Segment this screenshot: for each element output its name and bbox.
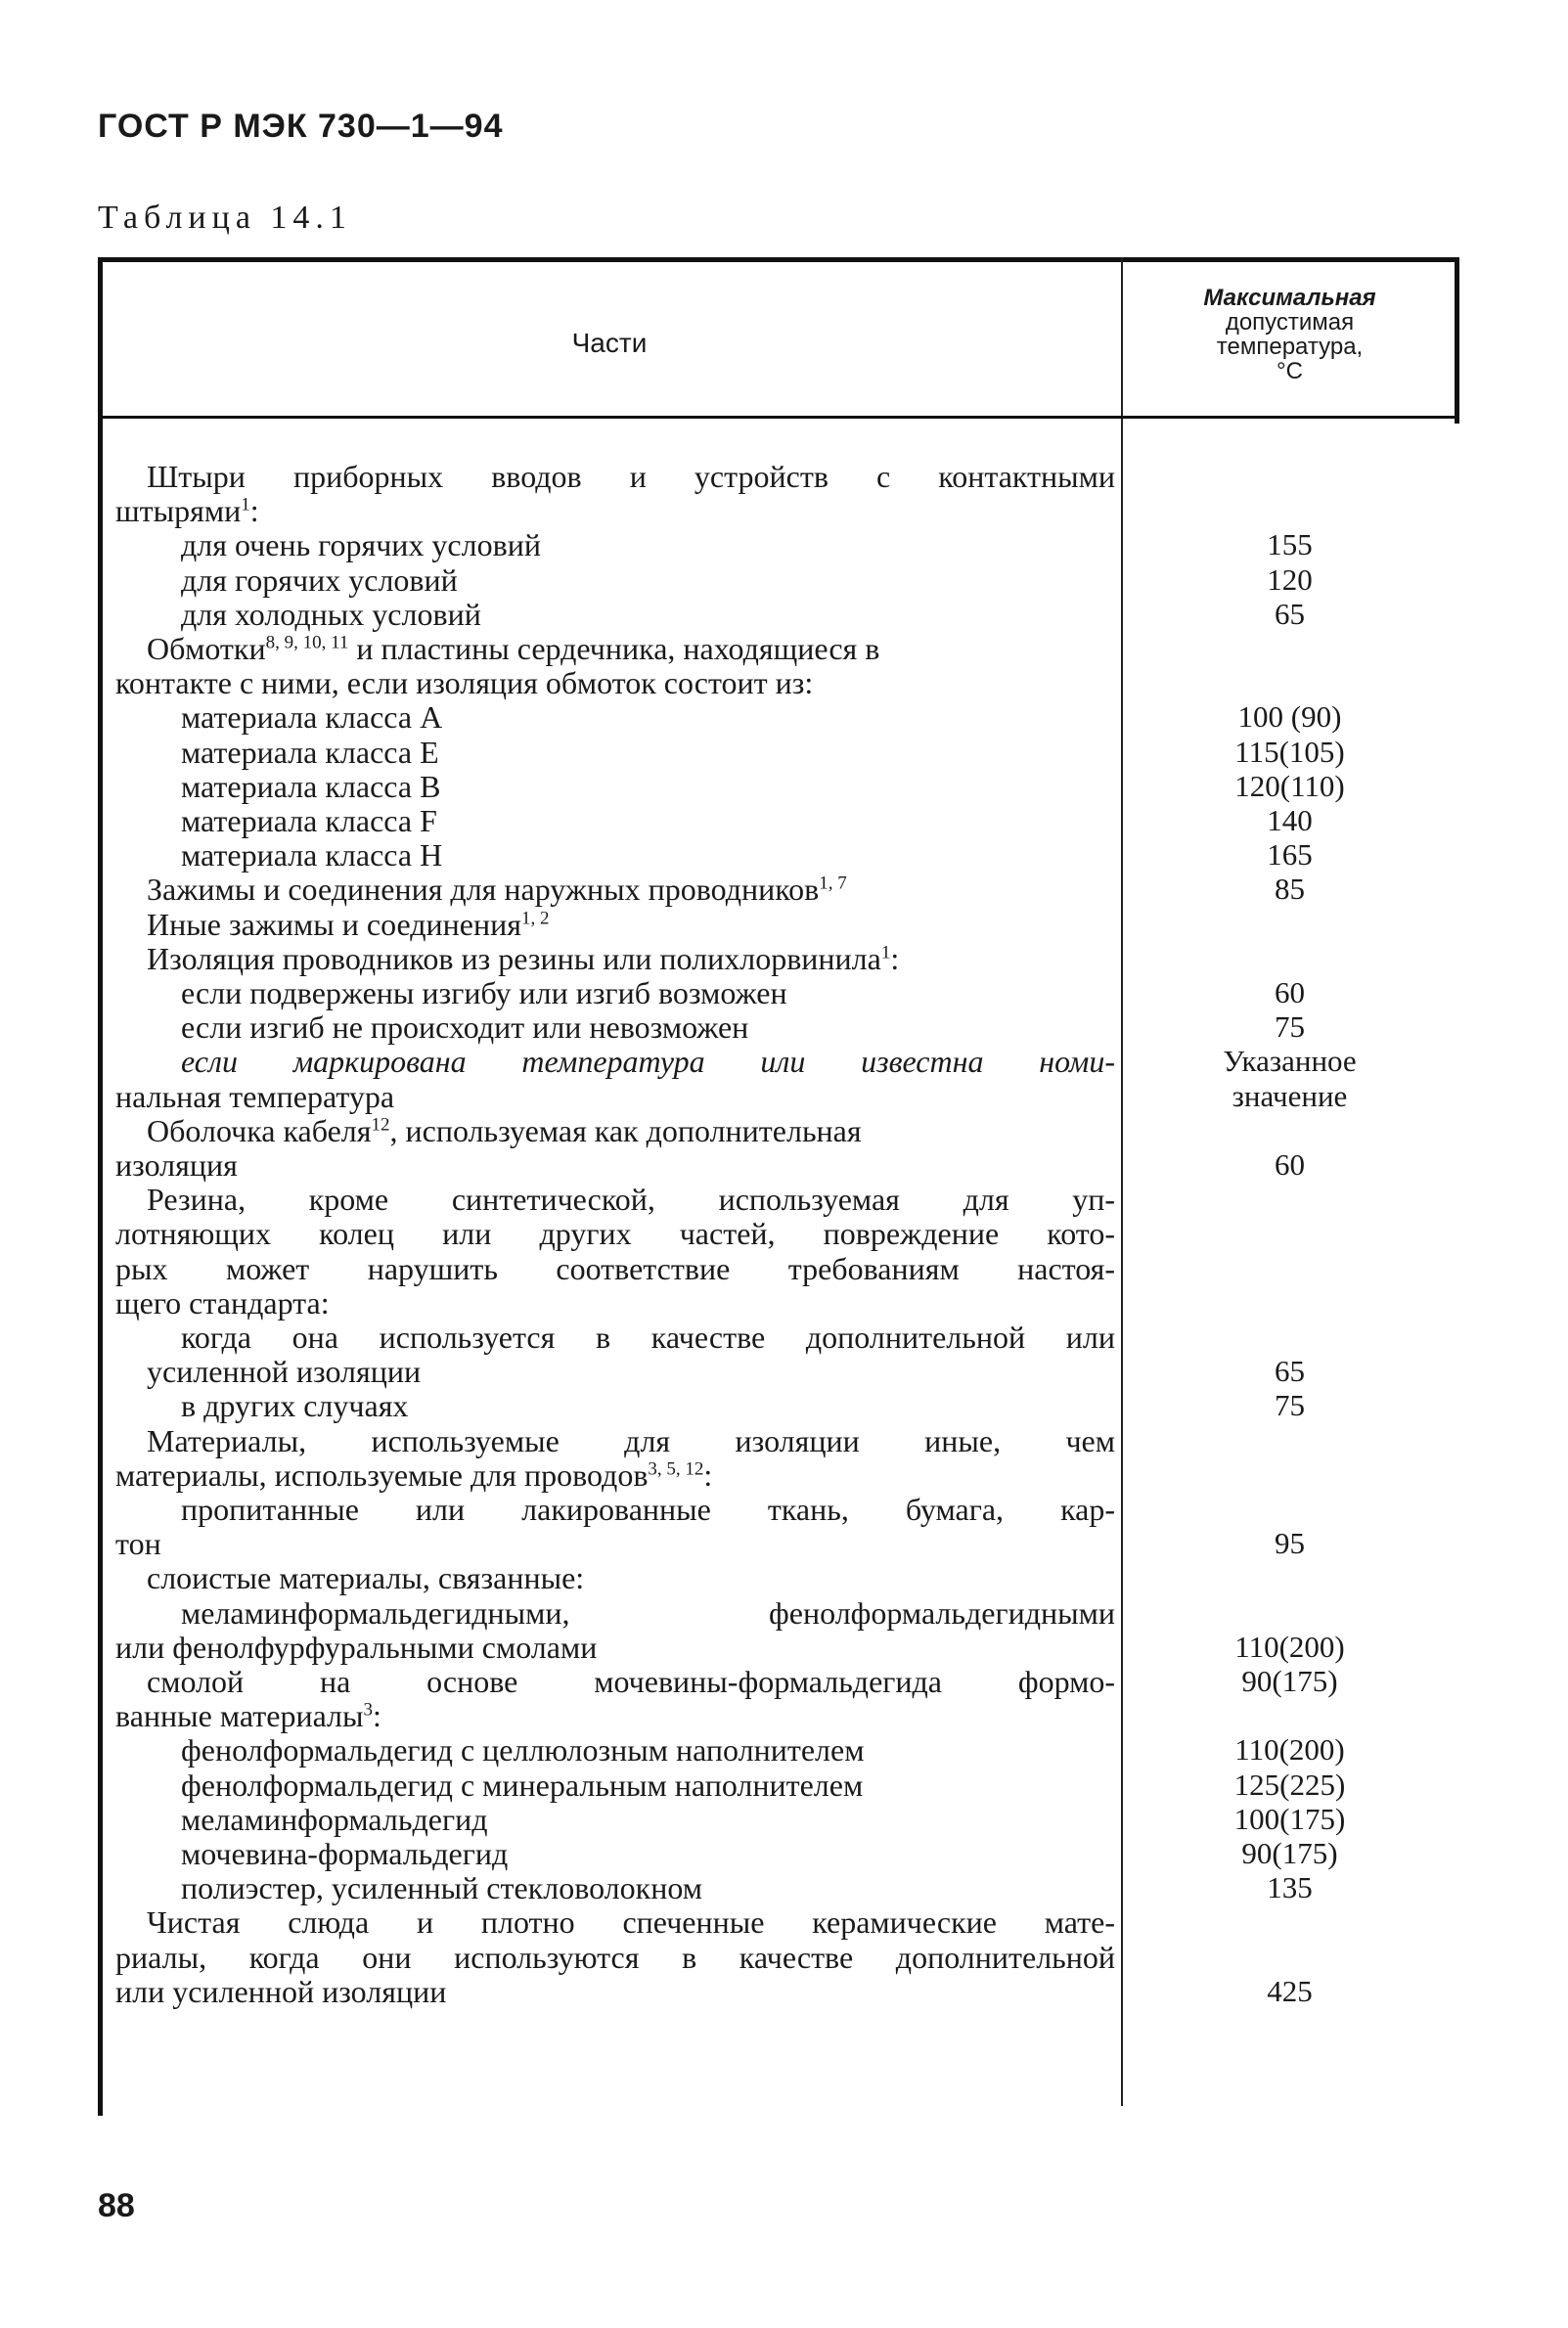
row-text-main: нальная температура (115, 1078, 395, 1114)
max-temperature-value: 135 (1267, 1870, 1313, 1905)
max-temperature-value: 90(175) (1241, 1836, 1338, 1870)
row-text-main: материалы, используемые для проводов (115, 1456, 649, 1493)
row-text-main: когда она используется в качестве дополнительной или (181, 1320, 1115, 1355)
table-row (0, 1768, 1568, 1802)
row-text (115, 1527, 161, 1560)
max-temperature-value: 110(200) (1234, 1629, 1345, 1664)
row-text-main: Иные зажимы и соединения (147, 906, 521, 942)
row-text (147, 873, 847, 906)
row-text-main: Зажимы и соединения для наружных проводников (147, 872, 820, 908)
table-row (0, 1424, 1568, 1457)
row-text-main: Чистая слюда и плотно спеченные керамические мате- (147, 1904, 1115, 1941)
footnote-reference: 1 (241, 494, 250, 515)
row-text (115, 1975, 446, 2008)
table-row (0, 1252, 1568, 1285)
row-text (181, 1045, 1115, 1078)
table-row (0, 1080, 1568, 1113)
max-temperature-value: 75 (1275, 1388, 1305, 1423)
table-caption: Таблица 14.1 (98, 200, 352, 236)
table-row (0, 1837, 1568, 1870)
row-text (147, 1355, 421, 1388)
row-text-main: для холодных условий (181, 596, 481, 632)
row-text (115, 494, 259, 527)
row-text-main: рых может нарушить соответствие требованиям настоя- (115, 1250, 1115, 1286)
table-row (0, 942, 1568, 975)
table-frame-right (1455, 257, 1459, 424)
table-row (0, 838, 1568, 872)
table-row (0, 1286, 1568, 1320)
row-text (115, 1458, 712, 1492)
row-text-main: если подвержены изгибу или изгиб возможен (181, 975, 787, 1010)
table-row (0, 1458, 1568, 1492)
max-temperature-value: Указанное (1223, 1044, 1357, 1079)
row-text (115, 1217, 1115, 1250)
table-row (0, 1183, 1568, 1216)
table-row (0, 1217, 1568, 1250)
footnote-reference: 8, 9, 10, 11 (265, 632, 349, 653)
table-row (0, 563, 1568, 597)
row-text-main: меламинформальдегидными, фенолформальдегидными (181, 1594, 1115, 1631)
row-text-tail: , используемая как дополнительная (389, 1112, 862, 1148)
column-header-max-line-2: допустимая (1225, 309, 1355, 336)
table-row (0, 1148, 1568, 1182)
max-temperature-value: 155 (1267, 527, 1313, 562)
row-text (147, 1114, 862, 1147)
row-text (181, 1837, 508, 1870)
max-temperature-value: 100(175) (1233, 1801, 1346, 1836)
max-temperature-value: 120 (1267, 561, 1313, 597)
row-text (181, 700, 442, 734)
max-temperature-value: 165 (1267, 837, 1313, 873)
table-frame-top (98, 257, 1459, 262)
row-text-tail: : (890, 940, 900, 976)
table-row (0, 1665, 1568, 1698)
table-row (0, 770, 1568, 803)
footnote-reference: 3, 5, 12 (648, 1458, 704, 1480)
table-row (0, 908, 1568, 941)
row-text-main: Резина, кроме синтетической, используемая для уп- (147, 1182, 1115, 1218)
row-text-main: или усиленной изоляции (115, 1973, 447, 2009)
max-temperature-value: значение (1232, 1078, 1348, 1113)
row-text (147, 1905, 1115, 1939)
row-text (181, 770, 440, 803)
table-row (0, 736, 1568, 769)
column-header-max-line-1: Максимальная (1203, 285, 1376, 311)
max-temperature-value: 85 (1275, 872, 1305, 907)
row-text-main: материала класса Е (181, 734, 439, 770)
row-text-main: меламинформальдегид (181, 1801, 488, 1837)
column-header-parts: Части (571, 328, 648, 358)
row-text (147, 1183, 1115, 1216)
row-text-main: если изгиб не происходит или невозможен (181, 1009, 749, 1046)
table-row (0, 1355, 1568, 1388)
row-text (115, 1699, 381, 1732)
row-text-main: штырями (115, 493, 242, 529)
row-text (181, 1389, 408, 1422)
row-text (181, 1733, 864, 1767)
row-text (181, 1493, 1115, 1526)
row-text-main: мочевина-формальдегид (181, 1836, 509, 1871)
table-row (0, 598, 1568, 631)
row-text-main: для очень горячих условий (181, 527, 541, 563)
footnote-reference: 3 (363, 1699, 374, 1721)
row-text (181, 1010, 748, 1044)
table-row (0, 1010, 1568, 1044)
table-row (0, 666, 1568, 699)
max-temperature-value: 65 (1275, 1354, 1305, 1389)
max-temperature-value: 425 (1267, 1973, 1313, 2008)
table-row (0, 873, 1568, 906)
table-row (0, 1596, 1568, 1630)
row-text-main: Обмотки (147, 631, 266, 666)
row-text (181, 838, 442, 872)
max-temperature-value: 60 (1275, 975, 1305, 1009)
table-row (0, 1733, 1568, 1767)
row-text-main: Оболочка кабеля (147, 1112, 372, 1148)
row-text-tail: : (249, 493, 259, 529)
row-text (181, 528, 541, 561)
row-text-main: фенолформальдегид с минеральным наполнителем (181, 1767, 864, 1803)
table-row (0, 804, 1568, 837)
table-row (0, 460, 1568, 493)
row-text-main: контакте с ними, если изоляция обмоток состоит из: (115, 665, 814, 701)
row-text-main: в других случаях (181, 1388, 409, 1424)
footnote-reference: 1, 2 (520, 907, 550, 928)
table-row (0, 1699, 1568, 1732)
row-text (115, 1286, 330, 1320)
row-text-main: щего стандарта: (115, 1284, 330, 1321)
row-text-main: материала класса F (181, 803, 437, 838)
row-text (147, 632, 879, 665)
table-row (0, 1321, 1568, 1354)
row-text-main: материала класса В (181, 768, 441, 804)
row-text (181, 563, 458, 597)
row-text (115, 1252, 1115, 1285)
row-text (147, 908, 549, 941)
max-temperature-value: 115(105) (1234, 734, 1345, 769)
table-row (0, 1905, 1568, 1939)
max-temperature-value: 125(225) (1233, 1767, 1346, 1802)
column-header-max-line-4: °С (1277, 358, 1303, 384)
row-text-main: Штыри приборных вводов и устройств с контактными (147, 459, 1115, 494)
footnote-reference: 1, 7 (819, 873, 847, 894)
max-temperature-value: 65 (1275, 596, 1305, 631)
page-number: 88 (98, 2187, 135, 2224)
max-temperature-value: 140 (1267, 803, 1313, 837)
row-text-main: Материалы, используемые для изоляции иные, чем (147, 1422, 1115, 1458)
footnote-reference: 12 (371, 1114, 390, 1136)
row-text (147, 942, 899, 975)
row-text (181, 736, 439, 769)
column-header-max-line-3: температура, (1216, 334, 1364, 360)
row-text (147, 460, 1115, 493)
table-row (0, 1527, 1568, 1560)
row-text-main: смолой на основе мочевины-формальдегида формо- (147, 1664, 1115, 1699)
row-text (181, 598, 481, 631)
max-temperature-value: 75 (1275, 1009, 1305, 1045)
row-text-main: материала класса А (181, 699, 443, 736)
table-row (0, 1493, 1568, 1526)
row-text-main: если маркирована температура или известна номи- (181, 1044, 1115, 1080)
table-row (0, 1561, 1568, 1594)
max-temperature-value: 100 (90) (1237, 699, 1342, 735)
row-text (181, 1803, 487, 1836)
table-row (0, 1975, 1568, 2008)
row-text (181, 804, 437, 837)
table-row (0, 976, 1568, 1009)
table-row (0, 1871, 1568, 1904)
row-text (181, 976, 787, 1009)
row-text-main: Изоляция проводников из резины или полихлорвинила (147, 940, 881, 976)
row-text-main: ванные материалы (115, 1698, 364, 1734)
table-row (0, 632, 1568, 665)
table-row (0, 1941, 1568, 1974)
table-row (0, 1114, 1568, 1147)
max-temperature-value: 120(110) (1234, 768, 1345, 803)
table-row (0, 494, 1568, 527)
max-temperature-value: 90(175) (1241, 1664, 1338, 1698)
row-text (147, 1424, 1115, 1457)
row-text (115, 1631, 597, 1664)
row-text-main: слоистые материалы, связанные: (147, 1560, 585, 1596)
row-text-main: пропитанные или лакированные ткань, бумага, кар- (181, 1492, 1115, 1527)
document-id: ГОСТ Р МЭК 730—1—94 (98, 108, 504, 145)
row-text-tail: и пластины сердечника, находящиеся в (348, 631, 880, 666)
max-temperature-value: 110(200) (1234, 1732, 1345, 1768)
row-text (181, 1768, 863, 1802)
max-temperature-value: 95 (1275, 1526, 1305, 1561)
row-text-main: тон (115, 1526, 161, 1562)
row-text (181, 1596, 1115, 1630)
row-text-tail: : (703, 1456, 713, 1493)
table-row (0, 528, 1568, 561)
row-text-main: лотняющих колец или других частей, повреждение кото- (115, 1216, 1115, 1252)
table-row (0, 1389, 1568, 1422)
row-text-main: для горячих условий (181, 561, 458, 598)
row-text (115, 1080, 394, 1113)
row-text (181, 1321, 1115, 1354)
table-row (0, 1803, 1568, 1836)
row-text-main: изоляция (115, 1147, 238, 1183)
row-text (147, 1561, 584, 1594)
row-text (181, 1871, 702, 1904)
row-text (115, 1148, 238, 1182)
row-text-main: усиленной изоляции (147, 1354, 422, 1390)
row-text-main: фенолформальдегид с целлюлозным наполнителем (181, 1732, 865, 1768)
row-text-main: материала класса Н (181, 837, 443, 873)
row-text-main: полиэстер, усиленный стекловолокном (181, 1870, 702, 1906)
row-text (115, 1941, 1115, 1974)
row-text-tail: : (373, 1698, 381, 1734)
table-header-rule (98, 416, 1459, 419)
table-row (0, 700, 1568, 734)
table-row (0, 1631, 1568, 1664)
table-row (0, 1045, 1568, 1078)
max-temperature-value: 60 (1275, 1147, 1305, 1182)
row-text-main: или фенолфурфуральными смолами (115, 1629, 598, 1665)
row-text-main: риалы, когда они используются в качестве дополнительной (115, 1939, 1115, 1975)
footnote-reference: 1 (880, 942, 891, 963)
row-text (147, 1665, 1115, 1698)
column-header-max-temperature (1125, 286, 1455, 383)
row-text (115, 666, 813, 699)
